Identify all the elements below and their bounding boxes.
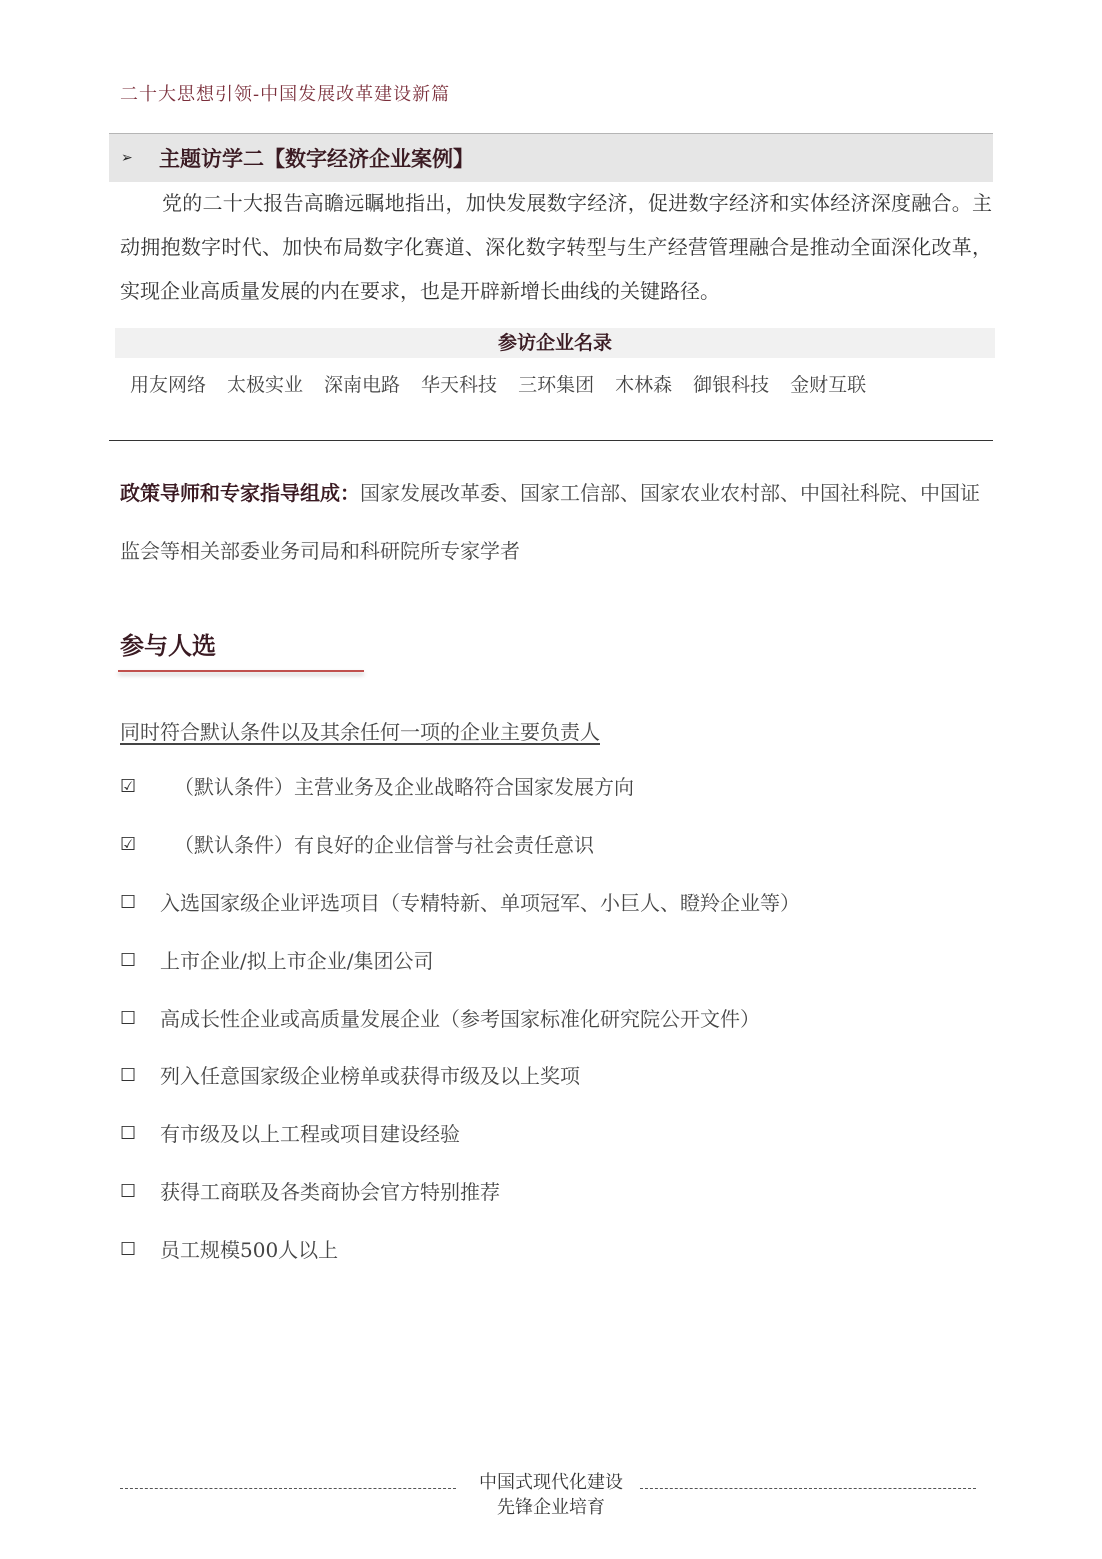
checked-box-icon: ☑ bbox=[120, 776, 137, 797]
empty-box-icon: ☐ bbox=[120, 1123, 137, 1145]
section-title: 主题访学二【数字经济企业案例】 bbox=[159, 146, 474, 171]
criteria-intro: 同时符合默认条件以及其余任何一项的企业主要负责人 bbox=[120, 720, 600, 744]
criteria-item bbox=[120, 888, 800, 946]
intro-paragraph: 党的二十大报告高瞻远瞩地指出，加快发展数字经济，促进数字经济和实体经济深度融合。主动拥抱数字时代、加快布局数字化赛道、深化数字转型与生产经营管理融合是推动全面深化改革，实现企业高质量发展的内在要求，也是开辟新增长曲线的关键路径。 bbox=[120, 191, 992, 303]
criteria-item bbox=[120, 1235, 800, 1293]
mentors-paragraph bbox=[120, 464, 992, 580]
company-name: 深南电路 bbox=[324, 374, 401, 396]
section-title-bar bbox=[109, 133, 993, 182]
footer-line-2: 先锋企业培育 bbox=[497, 1497, 605, 1518]
empty-box-icon: ☐ bbox=[120, 1065, 137, 1087]
criteria-item bbox=[120, 1119, 800, 1177]
criteria-text: （默认条件）有良好的企业信誉与社会责任意识 bbox=[174, 832, 594, 857]
criteria-text: 员工规模500人以上 bbox=[160, 1238, 339, 1263]
company-name: 木林森 bbox=[615, 374, 673, 396]
company-name: 华天科技 bbox=[421, 374, 498, 396]
criteria-item bbox=[120, 1061, 800, 1119]
criteria-text: 有市级及以上工程或项目建设经验 bbox=[160, 1122, 460, 1147]
criteria-text: 上市企业/拟上市企业/集团公司 bbox=[160, 948, 434, 973]
criteria-text: 高成长性企业或高质量发展企业（参考国家标准化研究院公开文件） bbox=[160, 1006, 760, 1031]
criteria-item bbox=[120, 772, 800, 830]
arrow-bullet-icon: ➢ bbox=[121, 150, 133, 166]
criteria-item bbox=[120, 1177, 800, 1235]
company-name: 金财互联 bbox=[790, 374, 867, 396]
empty-box-icon: ☐ bbox=[120, 1239, 137, 1261]
participants-heading: 参与人选 bbox=[120, 631, 216, 660]
company-name: 用友网络 bbox=[130, 374, 207, 396]
footer-text bbox=[462, 1470, 640, 1520]
empty-box-icon: ☐ bbox=[120, 891, 137, 913]
mentors-text: 国家发展改革委、国家工信部、国家农业农村部、中国社科院、中国证监会等相关部委业务司局和科研院所专家学者 bbox=[120, 481, 980, 563]
criteria-item bbox=[120, 830, 800, 888]
divider bbox=[109, 440, 993, 441]
empty-box-icon: ☐ bbox=[120, 1181, 137, 1203]
running-header: 二十大思想引领-中国发展改革建设新篇 bbox=[120, 84, 451, 105]
company-name: 三环集团 bbox=[518, 374, 595, 396]
checked-box-icon: ☑ bbox=[120, 833, 137, 855]
footer-line-1: 中国式现代化建设 bbox=[479, 1472, 623, 1493]
criteria-text: 获得工商联及各类商协会官方特别推荐 bbox=[160, 1180, 500, 1205]
footer-dash-right bbox=[640, 1488, 976, 1489]
empty-box-icon: ☐ bbox=[120, 949, 137, 971]
mentors-label: 政策导师和专家指导组成： bbox=[120, 481, 360, 505]
criteria-item bbox=[120, 1004, 800, 1062]
empty-box-icon: ☐ bbox=[120, 1007, 137, 1029]
criteria-text: 入选国家级企业评选项目（专精特新、单项冠军、小巨人、瞪羚企业等） bbox=[160, 890, 800, 915]
criteria-text: （默认条件）主营业务及企业战略符合国家发展方向 bbox=[174, 775, 634, 799]
criteria-text: 列入任意国家级企业榜单或获得市级及以上奖项 bbox=[160, 1064, 580, 1089]
heading-underline bbox=[118, 670, 364, 672]
company-name: 御银科技 bbox=[693, 374, 770, 396]
footer-dash-left bbox=[120, 1488, 456, 1489]
criteria-list bbox=[120, 772, 800, 1293]
visit-list-header: 参访企业名录 bbox=[115, 328, 995, 358]
company-name: 太极实业 bbox=[227, 374, 304, 396]
company-list bbox=[130, 370, 887, 397]
criteria-item bbox=[120, 946, 800, 1004]
